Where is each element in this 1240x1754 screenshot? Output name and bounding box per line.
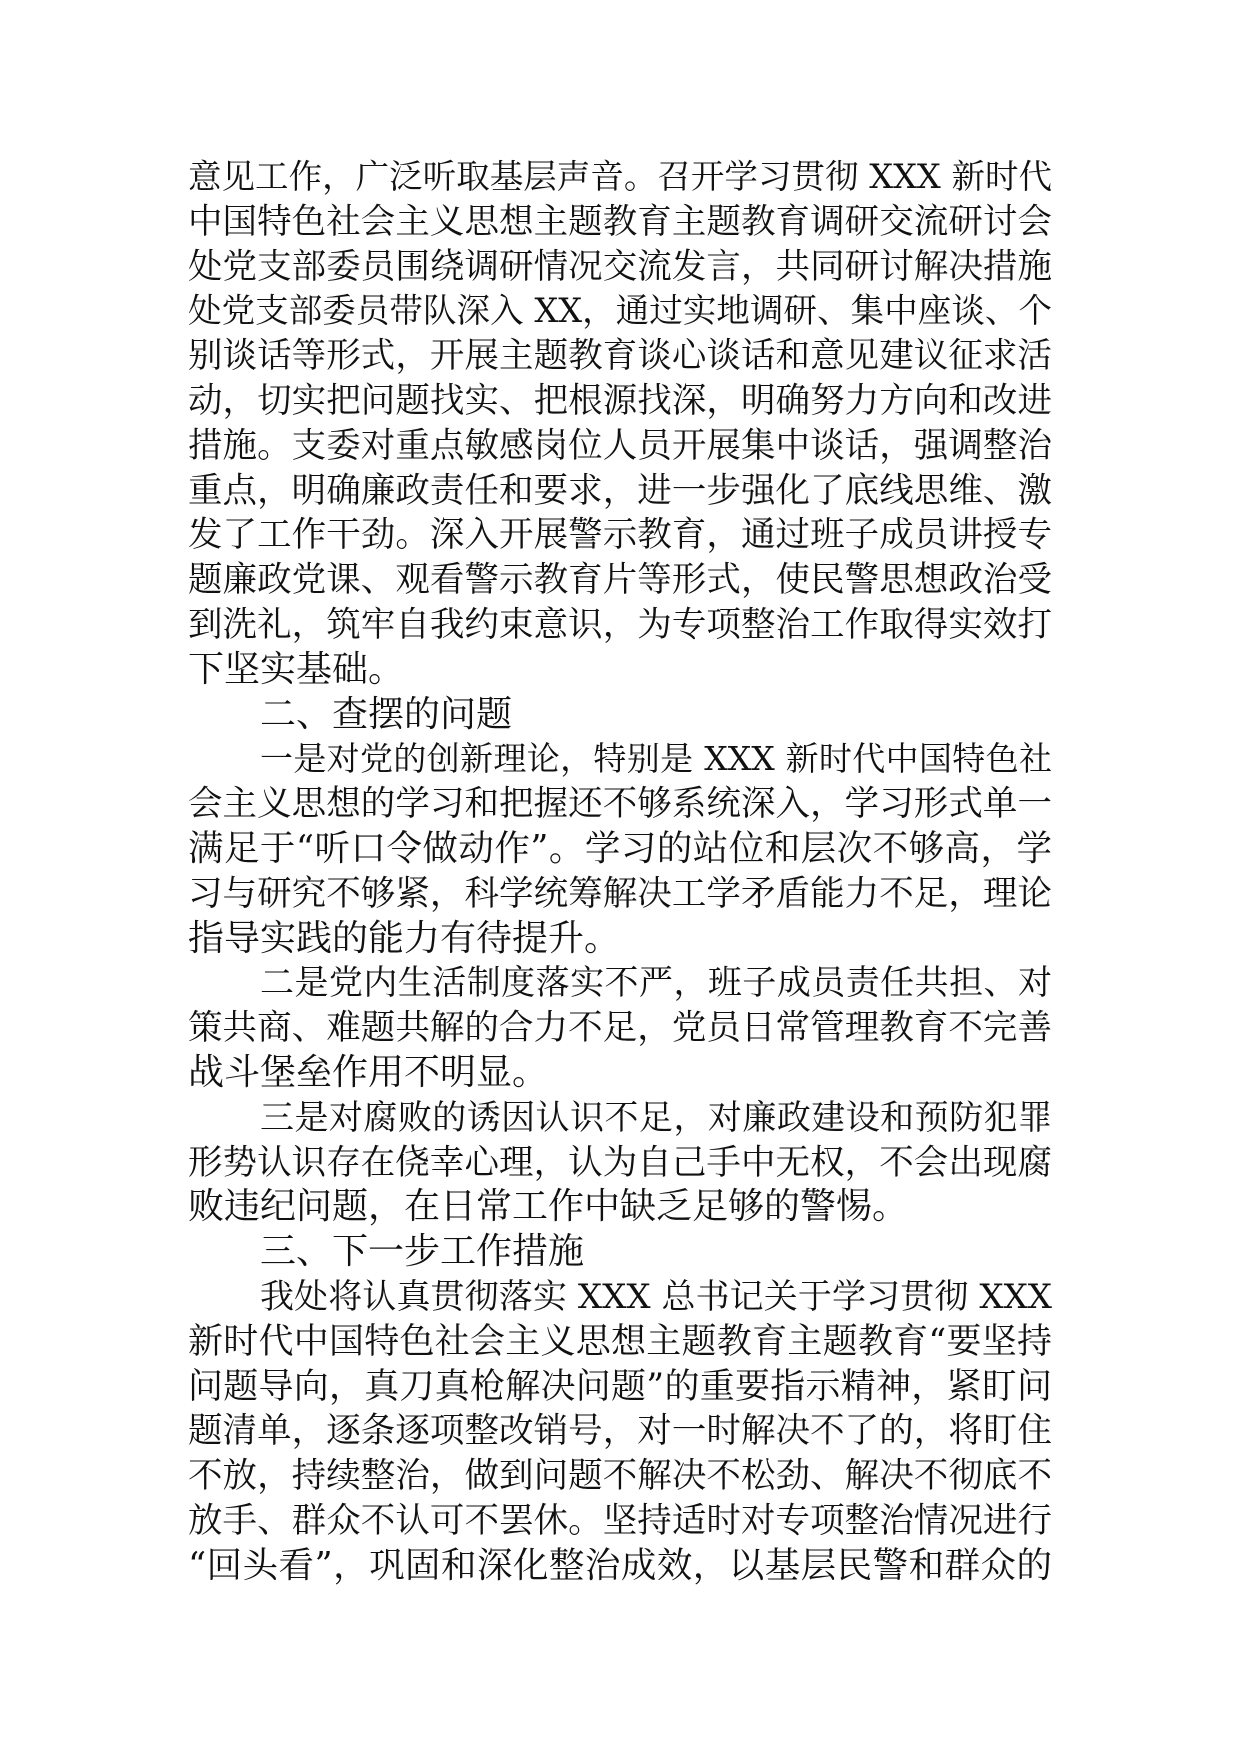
text-line: 战斗堡垒作用不明显。	[188, 1051, 549, 1093]
document-body	[188, 155, 1052, 1589]
text-line: 中国特色社会主义思想主题教育主题教育调研交流研讨会	[188, 201, 1052, 242]
text-line: 措施。支委对重点敏感岗位人员开展集中谈话，强调整治	[188, 425, 1052, 466]
text-line: 下坚实基础。	[188, 648, 405, 690]
text-line: 处党支部委员带队深入 XX，通过实地调研、集中座谈、个	[188, 291, 1052, 331]
section-heading: 三、下一步工作措施	[260, 1231, 585, 1273]
text-line: 习与研究不够紧，科学统筹解决工学矛盾能力不足，理论	[188, 873, 1052, 914]
text-line: 发了工作干劲。深入开展警示教育，通过班子成员讲授专	[188, 515, 1052, 556]
text-line: 会主义思想的学习和把握还不够系统深入，学习形式单一	[188, 784, 1052, 825]
text-line: 败违纪问题，在日常工作中缺乏足够的警惕。	[188, 1186, 909, 1228]
text-line: 满足于“听口令做动作”。学习的站位和层次不够高，学	[188, 827, 1052, 869]
text-line: 形势认识存在侥幸心理，认为自己手中无权，不会出现腐	[188, 1142, 1052, 1183]
text-line: 我处将认真贯彻落实 XXX 总书记关于学习贯彻 XXX	[260, 1276, 1052, 1317]
text-line: 一是对党的创新理论，特别是 XXX 新时代中国特色社	[260, 739, 1052, 779]
text-line: 策共商、难题共解的合力不足，党员日常管理教育不完善	[188, 1008, 1052, 1049]
text-line: 不放，持续整治，做到问题不解决不松劲、解决不彻底不	[188, 1456, 1052, 1497]
text-line: 别谈话等形式，开展主题教育谈心谈话和意见建议征求活	[188, 336, 1052, 377]
text-line: “回头看”，巩固和深化整治成效，以基层民警和群众的	[188, 1544, 1052, 1586]
text-line: 意见工作，广泛听取基层声音。召开学习贯彻 XXX 新时代	[188, 157, 1052, 196]
text-line: 动，切实把问题找实、把根源找深，明确努力方向和改进	[188, 380, 1052, 421]
text-line: 到洗礼，筑牢自我约束意识，为专项整治工作取得实效打	[188, 604, 1052, 645]
text-line: 问题导向，真刀真枪解决问题”的重要指示精神，紧盯问	[188, 1366, 1052, 1407]
text-line: 题清单，逐条逐项整改销号，对一时解决不了的，将盯住	[188, 1411, 1052, 1452]
text-line: 指导实践的能力有待提升。	[188, 917, 621, 959]
text-line: 新时代中国特色社会主义思想主题教育主题教育“要坚持	[188, 1321, 1052, 1362]
text-line: 处党支部委员围绕调研情况交流发言，共同研讨解决措施	[188, 246, 1052, 287]
text-line: 重点，明确廉政责任和要求，进一步强化了底线思维、激	[188, 470, 1052, 511]
section-heading: 二、查摆的问题	[260, 693, 513, 735]
text-line: 二是党内生活制度落实不严，班子成员责任共担、对	[260, 963, 1052, 1004]
text-line: 放手、群众不认可不罢休。坚持适时对专项整治情况进行	[188, 1500, 1052, 1541]
text-line: 题廉政党课、观看警示教育片等形式，使民警思想政治受	[188, 560, 1052, 601]
text-line: 三是对腐败的诱因认识不足，对廉政建设和预防犯罪	[260, 1097, 1052, 1138]
